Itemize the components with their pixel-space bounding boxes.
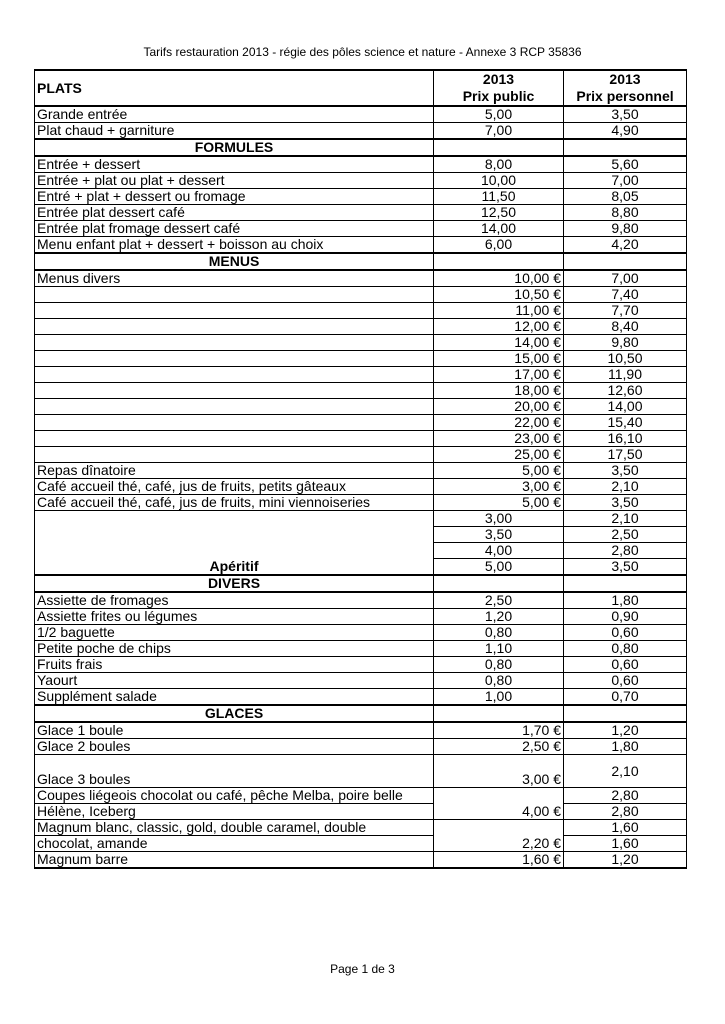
price-personnel: 7,70 (564, 303, 687, 319)
table-header-row (35, 70, 687, 106)
price-personnel: 8,40 (564, 319, 687, 335)
price-public: 2,50 € (434, 739, 564, 755)
price-personnel: 3,50 (564, 106, 687, 123)
price-personnel: 11,90 (564, 367, 687, 383)
table-row (35, 804, 687, 820)
table-row (35, 189, 687, 205)
price-public: 10,50 € (434, 287, 564, 303)
price-public: 14,00 € (434, 335, 564, 351)
price-personnel: 0,60 (564, 657, 687, 673)
item-label: Magnum blanc, classic, gold, double caramel, double (35, 820, 434, 836)
empty-cell (564, 253, 687, 270)
price-personnel: 3,50 (564, 495, 687, 511)
item-label (35, 351, 434, 367)
price-personnel: 0,90 (564, 609, 687, 625)
price-personnel: 1,20 (564, 852, 687, 869)
price-personnel: 8,80 (564, 205, 687, 221)
item-label: Glace 2 boules (35, 739, 434, 755)
header-public-year: 2013 (482, 71, 515, 87)
price-personnel: 1,60 (564, 836, 687, 852)
item-label-continued: Hélène, Iceberg (35, 804, 434, 820)
item-label: Petite poche de chips (35, 641, 434, 657)
item-label: Entré + plat + dessert ou fromage (35, 189, 434, 205)
table-row (35, 287, 687, 303)
table-row (35, 106, 687, 123)
price-public: 6,00 (434, 237, 564, 254)
price-personnel: 1,20 (564, 722, 687, 739)
price-public: 11,50 (434, 189, 564, 205)
price-public: 11,00 € (434, 303, 564, 319)
header-prix-personnel (564, 70, 687, 106)
item-label: Yaourt (35, 673, 434, 689)
table-row (35, 495, 687, 511)
table-row (35, 270, 687, 287)
price-public: 4,00 € (434, 788, 564, 820)
price-personnel: 2,10 (564, 511, 687, 527)
item-label: Supplément salade (35, 689, 434, 706)
price-personnel: 2,80 (564, 543, 687, 559)
price-public: 10,00 (434, 173, 564, 189)
section-menus (35, 253, 687, 270)
table-row (35, 221, 687, 237)
table-row (35, 755, 687, 788)
aperitif-label: Apéritif (35, 511, 434, 576)
price-public: 12,00 € (434, 319, 564, 335)
section-formules (35, 139, 687, 156)
table-row (35, 383, 687, 399)
price-public: 1,10 (434, 641, 564, 657)
table-row (35, 447, 687, 463)
price-personnel: 0,80 (564, 641, 687, 657)
price-public: 2,50 (434, 592, 564, 609)
empty-cell (564, 575, 687, 592)
section-title: DIVERS (35, 575, 434, 592)
table-row (35, 303, 687, 319)
price-personnel: 14,00 (564, 399, 687, 415)
empty-cell (434, 575, 564, 592)
price-public: 5,00 (434, 559, 564, 576)
table-row (35, 237, 687, 254)
table-row (35, 367, 687, 383)
header-perso-label: Prix personnel (576, 88, 674, 104)
price-personnel: 0,60 (564, 625, 687, 641)
price-personnel: 1,60 (564, 820, 687, 836)
price-personnel: 2,10 (564, 479, 687, 495)
item-label: Glace 3 boules (35, 755, 434, 788)
price-public: 17,00 € (434, 367, 564, 383)
price-personnel: 8,05 (564, 189, 687, 205)
price-public: 15,00 € (434, 351, 564, 367)
price-personnel: 9,80 (564, 335, 687, 351)
table-row (35, 689, 687, 706)
price-personnel: 5,60 (564, 156, 687, 173)
item-label: Assiette frites ou légumes (35, 609, 434, 625)
table-row (35, 351, 687, 367)
price-public: 4,00 (434, 543, 564, 559)
item-label (35, 367, 434, 383)
page-header: Tarifs restauration 2013 - régie des pôles science et nature - Annexe 3 RCP 35836 (143, 45, 582, 59)
table-row (35, 739, 687, 755)
section-title: GLACES (35, 705, 434, 722)
price-public: 12,50 (434, 205, 564, 221)
price-public: 0,80 (434, 673, 564, 689)
price-personnel: 1,80 (564, 592, 687, 609)
price-table-body (35, 70, 687, 868)
item-label: Magnum barre (35, 852, 434, 869)
item-label (35, 399, 434, 415)
price-public: 1,20 (434, 609, 564, 625)
price-public: 3,50 (434, 527, 564, 543)
empty-cell (434, 139, 564, 156)
item-label: Café accueil thé, café, jus de fruits, petits gâteaux (35, 479, 434, 495)
empty-cell (564, 705, 687, 722)
table-row (35, 156, 687, 173)
table-row (35, 399, 687, 415)
table-row (35, 319, 687, 335)
header-perso-year: 2013 (609, 71, 641, 87)
price-personnel: 2,50 (564, 527, 687, 543)
price-public: 8,00 (434, 156, 564, 173)
item-label: Coupes liégeois chocolat ou café, pêche Melba, poire belle (35, 788, 434, 804)
price-public: 0,80 (434, 625, 564, 641)
item-label: Entrée plat fromage dessert café (35, 221, 434, 237)
item-label: Plat chaud + garniture (35, 123, 434, 140)
empty-cell (564, 139, 687, 156)
price-table (34, 69, 687, 869)
price-public: 18,00 € (434, 383, 564, 399)
table-row (35, 852, 687, 869)
price-personnel: 0,70 (564, 689, 687, 706)
section-title: MENUS (35, 253, 434, 270)
section-glaces (35, 705, 687, 722)
item-label (35, 447, 434, 463)
item-label: Entrée + dessert (35, 156, 434, 173)
empty-cell (434, 705, 564, 722)
empty-cell (434, 253, 564, 270)
table-row (35, 673, 687, 689)
price-public: 14,00 (434, 221, 564, 237)
item-label: 1/2 baguette (35, 625, 434, 641)
price-public: 7,00 (434, 123, 564, 140)
price-public: 0,80 (434, 657, 564, 673)
header-prix-public (434, 70, 564, 106)
item-label (35, 383, 434, 399)
price-public: 3,00 € (434, 479, 564, 495)
item-label: Repas dînatoire (35, 463, 434, 479)
section-title: FORMULES (35, 139, 434, 156)
item-label (35, 415, 434, 431)
item-label: Entrée plat dessert café (35, 205, 434, 221)
table-row (35, 463, 687, 479)
price-public: 23,00 € (434, 431, 564, 447)
item-label: Menu enfant plat + dessert + boisson au choix (35, 237, 434, 254)
table-row (35, 788, 687, 804)
table-row (35, 511, 687, 527)
price-public: 3,00 € (434, 755, 564, 788)
price-public: 5,00 € (434, 495, 564, 511)
item-label: Grande entrée (35, 106, 434, 123)
price-public: 10,00 € (434, 270, 564, 287)
price-personnel: 4,90 (564, 123, 687, 140)
item-label: Menus divers (35, 270, 434, 287)
price-personnel: 9,80 (564, 221, 687, 237)
item-label (35, 319, 434, 335)
price-public: 5,00 € (434, 463, 564, 479)
price-personnel: 3,50 (564, 559, 687, 576)
price-personnel: 16,10 (564, 431, 687, 447)
page-footer: Page 1 de 3 (330, 962, 395, 976)
item-label (35, 335, 434, 351)
item-label: Glace 1 boule (35, 722, 434, 739)
price-public: 20,00 € (434, 399, 564, 415)
price-personnel: 3,50 (564, 463, 687, 479)
price-personnel: 2,80 (564, 788, 687, 804)
price-public: 5,00 (434, 106, 564, 123)
table-row (35, 173, 687, 189)
price-public: 22,00 € (434, 415, 564, 431)
price-personnel: 7,40 (564, 287, 687, 303)
table-row (35, 592, 687, 609)
table-row (35, 335, 687, 351)
price-personnel: 2,10 (564, 755, 687, 788)
item-label (35, 431, 434, 447)
price-public: 2,20 € (434, 820, 564, 852)
table-row (35, 205, 687, 221)
table-row (35, 836, 687, 852)
price-personnel: 7,00 (564, 173, 687, 189)
item-label: Café accueil thé, café, jus de fruits, mini viennoiseries (35, 495, 434, 511)
table-row (35, 479, 687, 495)
price-personnel: 1,80 (564, 739, 687, 755)
price-public: 25,00 € (434, 447, 564, 463)
price-public: 1,70 € (434, 722, 564, 739)
header-plats: PLATS (35, 70, 434, 106)
item-label (35, 303, 434, 319)
table-row (35, 722, 687, 739)
section-divers (35, 575, 687, 592)
price-personnel: 2,80 (564, 804, 687, 820)
table-row (35, 657, 687, 673)
price-personnel: 4,20 (564, 237, 687, 254)
price-personnel: 12,60 (564, 383, 687, 399)
price-public: 1,60 € (434, 852, 564, 869)
price-public: 1,00 (434, 689, 564, 706)
price-personnel: 17,50 (564, 447, 687, 463)
table-row (35, 625, 687, 641)
price-personnel: 0,60 (564, 673, 687, 689)
item-label: Assiette de fromages (35, 592, 434, 609)
item-label-continued: chocolat, amande (35, 836, 434, 852)
price-personnel: 15,40 (564, 415, 687, 431)
item-label: Entrée + plat ou plat + dessert (35, 173, 434, 189)
price-public: 3,00 (434, 511, 564, 527)
table-row (35, 431, 687, 447)
table-row (35, 609, 687, 625)
price-personnel: 7,00 (564, 270, 687, 287)
table-row (35, 123, 687, 140)
price-personnel: 10,50 (564, 351, 687, 367)
table-row (35, 641, 687, 657)
table-row (35, 820, 687, 836)
table-row (35, 415, 687, 431)
item-label: Fruits frais (35, 657, 434, 673)
item-label (35, 287, 434, 303)
header-public-label: Prix public (462, 88, 535, 104)
